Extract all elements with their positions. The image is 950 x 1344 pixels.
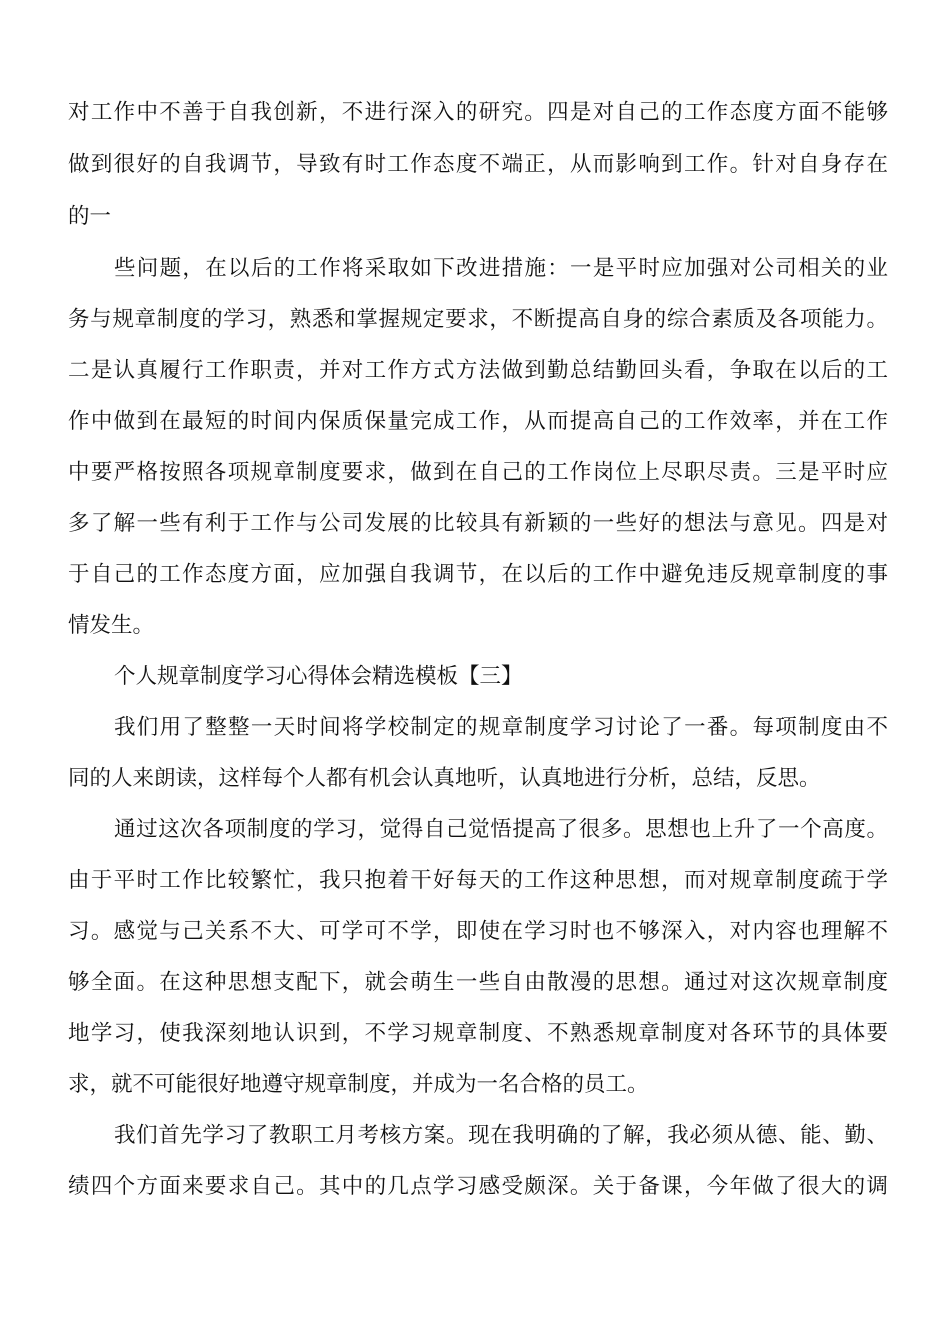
text-line: 够全面。在这种思想支配下，就会萌生一些自由散漫的思想。通过对这次规章制度 [68,970,888,995]
text-line: 务与规章制度的学习，熟悉和掌握规定要求，不断提高自身的综合素质及各项能力。 [68,307,888,332]
text-line: 习。感觉与己关系不大、可学可不学，即使在学习时也不够深入，对内容也理解不 [68,919,888,944]
text-line: 通过这次各项制度的学习，觉得自己觉悟提高了很多。思想也上升了一个高度。 [114,817,888,842]
text-line: 作中做到在最短的时间内保质保量完成工作，从而提高自己的工作效率，并在工作 [68,409,888,434]
text-line: 地学习，使我深刻地认识到，不学习规章制度、不熟悉规章制度对各环节的具体要 [68,1021,888,1046]
text-line: 对工作中不善于自我创新，不进行深入的研究。四是对自己的工作态度方面不能够 [68,100,888,125]
text-line: 做到很好的自我调节，导致有时工作态度不端正，从而影响到工作。针对自身存在 [68,152,888,177]
text-line: 由于平时工作比较繁忙，我只抱着干好每天的工作这种思想，而对规章制度疏于学 [68,868,888,893]
text-line: 于自己的工作态度方面，应加强自我调节，在以后的工作中避免违反规章制度的事 [68,562,888,587]
text-line: 绩四个方面来要求自己。其中的几点学习感受颇深。关于备课，今年做了很大的调 [68,1174,888,1199]
text-line: 我们首先学习了教职工月考核方案。现在我明确的了解，我必须从德、能、勤、 [114,1123,888,1148]
text-line: 情发生。 [68,613,155,638]
text-line: 多了解一些有利于工作与公司发展的比较具有新颖的一些好的想法与意见。四是对 [68,511,888,536]
text-line: 同的人来朗读，这样每个人都有机会认真地听，认真地进行分析，总结，反思。 [68,766,821,791]
section-heading: 个人规章制度学习心得体会精选模板【三】 [114,664,523,689]
text-line: 我们用了整整一天时间将学校制定的规章制度学习讨论了一番。每项制度由不 [114,715,888,740]
text-line: 求，就不可能很好地遵守规章制度，并成为一名合格的员工。 [68,1072,649,1097]
text-line: 的一 [68,204,112,229]
text-line: 二是认真履行工作职责，并对工作方式方法做到勤总结勤回头看，争取在以后的工 [68,358,888,383]
text-line: 中要严格按照各项规章制度要求，做到在自己的工作岗位上尽职尽责。三是平时应 [68,460,888,485]
text-line: 些问题，在以后的工作将采取如下改进措施：一是平时应加强对公司相关的业 [114,256,888,281]
